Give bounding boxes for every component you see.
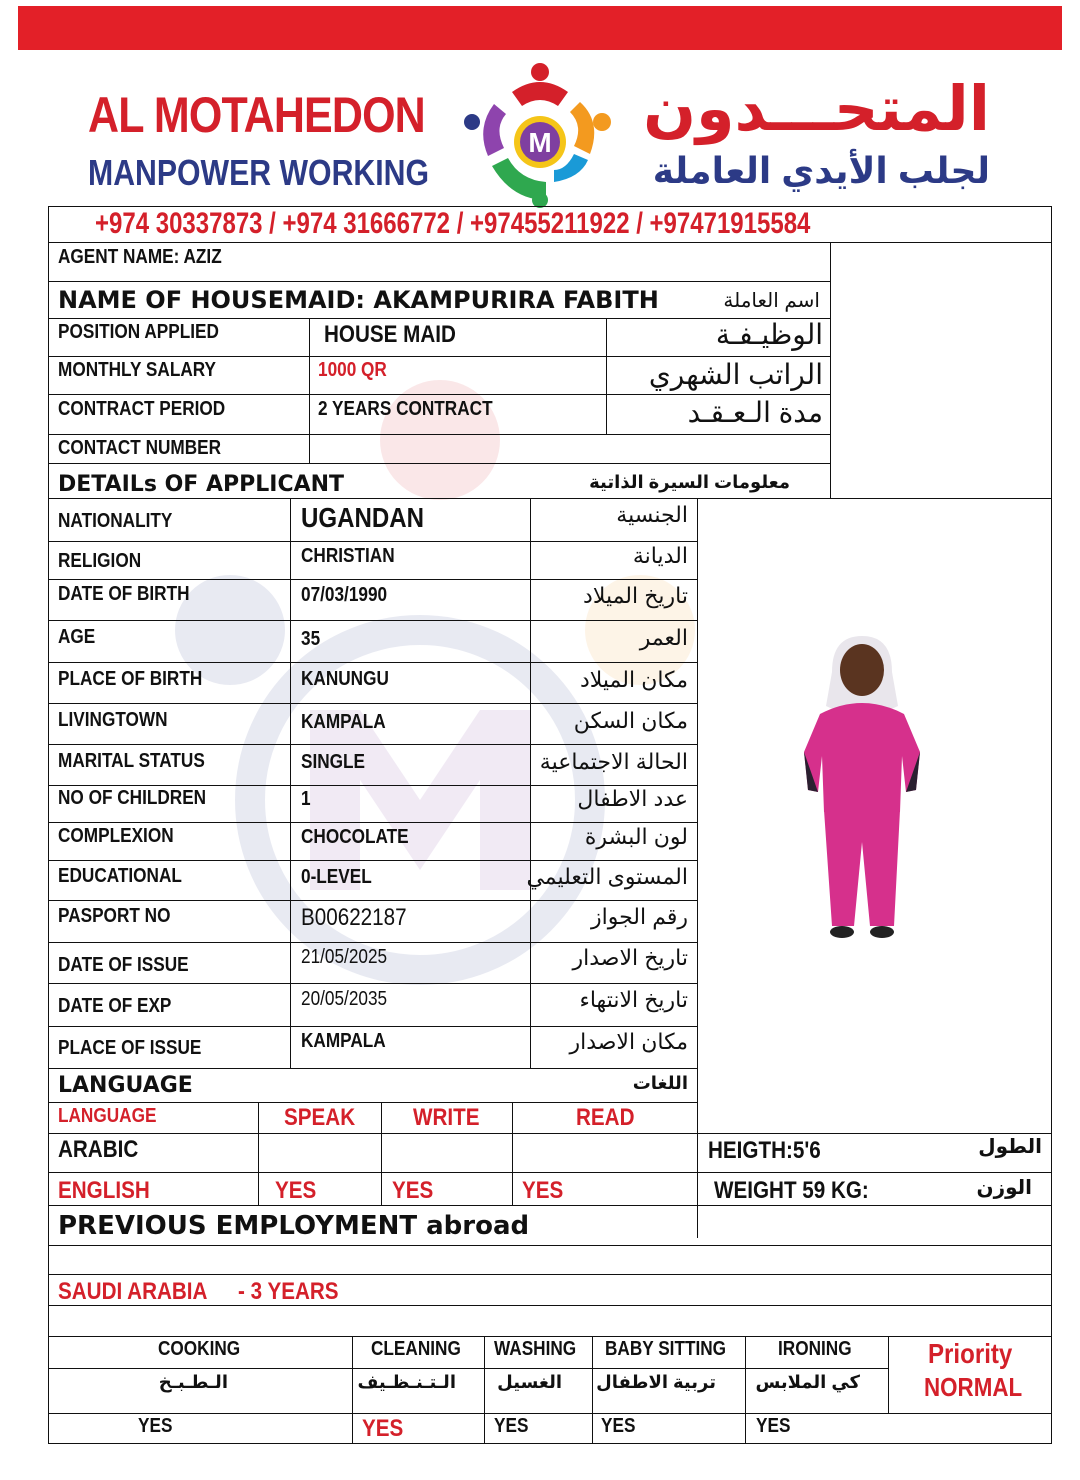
issue-date-ar: تاريخ الاصدار [572,945,688,970]
education-value: 0-LEVEL [301,866,372,888]
dob-ar: تاريخ الميلاد [583,583,688,608]
detail-row-divider [48,900,698,901]
nationality-ar: الجنسية [616,502,688,527]
dob-value: 07/03/1990 [301,584,388,606]
detail-row-divider [48,579,698,580]
religion-ar: الديانة [632,543,688,568]
agent-name: AGENT NAME: AZIZ [58,246,222,268]
lang-col-speak: SPEAK [284,1104,356,1131]
marital-label: MARITAL STATUS [58,750,205,772]
contract-value: 2 YEARS CONTRACT [318,398,493,420]
lang-col-read: READ [576,1104,635,1131]
detail-row-divider [48,860,698,861]
lang-english: ENGLISH [58,1177,150,1204]
livingtown-ar: مكان السكن [573,708,688,733]
english-speak: YES [275,1177,317,1204]
exp-date-label: DATE OF EXP [58,995,172,1017]
issue-date-label: DATE OF ISSUE [58,954,189,976]
religion-label: RELIGION [58,550,142,572]
skill-cooking-value: YES [138,1415,173,1437]
weight-ar: الوزن [976,1177,1032,1199]
salary-label-ar: الراتب الشهري [648,359,823,390]
detail-row-divider [48,744,698,745]
position-label: POSITION APPLIED [58,321,219,343]
contact-label: CONTACT NUMBER [58,437,222,459]
passport-ar: رقم الجواز [590,904,688,929]
age-label: AGE [58,626,96,648]
skill-ironing-ar: كي الملابس [755,1372,860,1392]
nationality-value: UGANDAN [301,502,425,533]
detail-row-divider [48,703,698,704]
dob-label: DATE OF BIRTH [58,583,190,605]
lang-arabic: ARABIC [58,1136,139,1163]
detail-row-divider [48,1026,698,1027]
detail-row-divider [48,822,698,823]
position-value: HOUSE MAID [324,321,456,348]
details-title: DETAILs OF APPLICANT [58,472,345,497]
passport-label: PASPORT NO [58,905,171,927]
contract-label-ar: مدة الـعـقـد [687,397,823,428]
skill-washing-value: YES [494,1415,529,1437]
brand-subtitle-en: MANPOWER WORKING [88,152,430,193]
complexion-ar: لون البشرة [584,824,688,849]
skill-ironing-value: YES [756,1415,791,1437]
marital-ar: الحالة الاجتماعية [539,749,688,774]
livingtown-value: KAMPALA [301,711,386,733]
pob-value: KANUNGU [301,668,389,690]
detail-row-divider [48,983,698,984]
brand-name-ar: المتحـــدون [643,75,990,144]
complexion-value: CHOCOLATE [301,826,409,848]
exp-date-ar: تاريخ الانتهاء [579,987,688,1012]
position-label-ar: الوظيـفـة [715,319,823,350]
pob-ar: مكان الميلاد [579,667,688,692]
lang-col-write: WRITE [413,1104,480,1131]
skill-babysitting-ar: تربية الاطفال [596,1372,716,1392]
passport-value: B00622187 [301,904,407,931]
skill-washing-ar: الغسيل [497,1372,562,1392]
employment-title: PREVIOUS EMPLOYMENT abroad [58,1211,530,1241]
education-ar: المستوى التعليمي [526,864,688,889]
priority-value: NORMAL [924,1372,1023,1402]
phone-numbers: +974 30337873 / +974 31666772 / +97455211922 / +97471915584 [95,207,811,240]
detail-row-divider [48,942,698,943]
company-logo [462,62,612,210]
detail-row-divider [48,620,698,621]
language-title: LANGUAGE [58,1073,193,1098]
skill-cooking-ar: الـطـبـخ [158,1372,228,1392]
children-label: NO OF CHILDREN [58,787,207,809]
skill-babysitting-value: YES [601,1415,636,1437]
logo-letter: M [528,127,552,158]
nationality-label: NATIONALITY [58,510,173,532]
skill-cleaning-ar: الـتـنـظـيف [357,1372,456,1392]
place-issue-ar: مكان الاصدار [569,1029,688,1054]
issue-date-value: 21/05/2025 [301,946,388,968]
livingtown-label: LIVINGTOWN [58,709,168,731]
marital-value: SINGLE [301,751,366,773]
skill-cleaning: CLEANING [371,1338,461,1360]
detail-row-divider [48,662,698,663]
housemaid-name: NAME OF HOUSEMAID: AKAMPURIRA FABITH [58,286,659,314]
height-ar: الطول [978,1136,1042,1158]
detail-row-divider [48,541,698,542]
children-value: 1 [301,788,311,810]
complexion-label: COMPLEXION [58,825,174,847]
age-value: 35 [301,628,321,650]
pob-label: PLACE OF BIRTH [58,668,203,690]
place-issue-value: KAMPALA [301,1030,386,1052]
employment-years: - 3 YEARS [238,1278,339,1305]
education-label: EDUCATIONAL [58,865,182,887]
english-read: YES [522,1177,564,1204]
salary-value: 1000 QR [318,359,387,381]
skill-ironing: IRONING [778,1338,852,1360]
height-value: HEIGTH:5'6 [708,1137,821,1164]
english-write: YES [392,1177,434,1204]
contract-label: CONTRACT PERIOD [58,398,226,420]
religion-value: CHRISTIAN [301,545,395,567]
lang-col-language: LANGUAGE [58,1105,157,1127]
brand-name-en: AL MOTAHEDON [88,87,425,143]
housemaid-name-ar: اسم العاملة [723,290,820,312]
children-ar: عدد الاطفال [577,786,688,811]
details-title-ar: معلومات السيرة الذاتية [589,472,790,492]
place-issue-label: PLACE OF ISSUE [58,1037,202,1059]
skill-babysitting: BABY SITTING [605,1338,727,1360]
skill-cooking: COOKING [158,1338,241,1360]
skill-cleaning-value: YES [362,1415,404,1442]
age-ar: العمر [639,625,688,650]
language-title-ar: اللغات [632,1073,688,1093]
priority-label: Priority [928,1338,1013,1369]
exp-date-value: 20/05/2035 [301,988,388,1010]
top-red-bar [18,6,1062,50]
brand-subtitle-ar: لجلب الأيدي العاملة [652,150,990,191]
skill-washing: WASHING [494,1338,577,1360]
applicant-photo [790,632,940,942]
weight-value: WEIGHT 59 KG: [714,1177,869,1204]
employment-country: SAUDI ARABIA [58,1278,208,1305]
salary-label: MONTHLY SALARY [58,359,217,381]
